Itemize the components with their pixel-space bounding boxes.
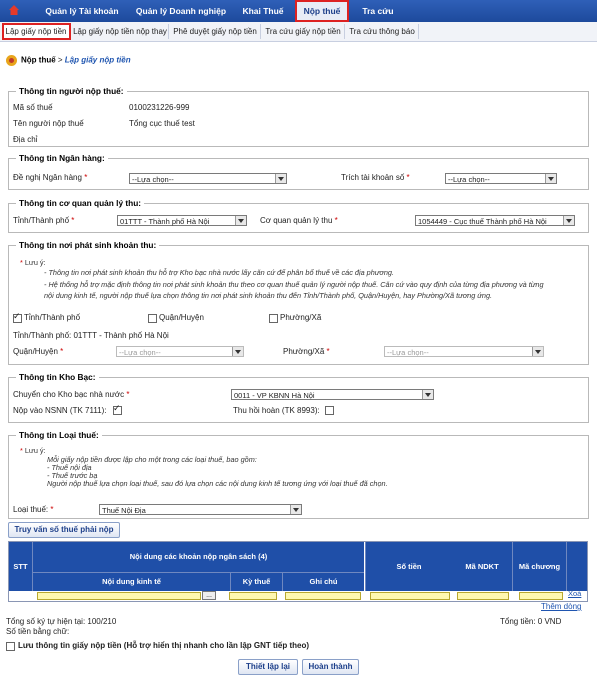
address-label: Địa chỉ [13,135,38,144]
col-note: Ghi chú [283,573,364,591]
query-tax-button[interactable]: Truy vấn số thuế phải nộp [8,522,120,538]
treasury-select-value: 0011 - VP KBNN Hà Nội [234,391,315,400]
taxtype-legend: Thông tin Loại thuế: [16,430,102,440]
refund-label: Thu hồi hoàn (TK 8993): [233,406,320,415]
treasury-transfer-label: Chuyển cho Kho bạc nhà nước * [13,390,130,399]
nav-declare[interactable]: Khai Thuế [242,6,284,16]
origin-ward-checkbox[interactable] [269,314,278,323]
total-amount: Tổng tiền: 0 VND [500,617,562,626]
account-label: Trích tài khoản số * [341,173,410,182]
amount-input[interactable] [370,592,450,600]
origin-legend: Thông tin nơi phát sinh khoản thu: [16,240,159,250]
nav-business[interactable]: Quản lý Doanh nghiệp [135,6,227,16]
account-select[interactable] [445,173,557,184]
tab-lookup-payment[interactable]: Tra cứu giấy nộp tiền [262,24,345,39]
province-select-value: 01TTT - Thành phố Hà Nội [120,217,210,226]
delete-row-link[interactable]: Xoá [568,589,582,598]
origin-note-3: nội dung kinh tế, người nộp thuế lựa chọn thông tin nơi phát sinh khoản thu đến Tỉnh/Thành phố, Quận/Huyện, hay Phường/Xã tương ứng. [44,291,493,300]
col-econ: Nội dung kinh tế [33,573,231,591]
chevron-down-icon [545,174,556,183]
col-action [567,542,587,591]
tax-type-label: Loại thuế: * [13,505,54,514]
district-select-value: --Lựa chọn-- [119,348,161,357]
bank-label: Đề nghị Ngân hàng * [13,173,88,182]
chevron-down-icon [290,505,301,514]
col-period: Kỳ thuế [231,573,283,591]
authority-legend: Thông tin cơ quan quản lý thu: [16,198,144,208]
top-nav [0,0,597,22]
chevron-down-icon [532,347,543,356]
province-label: Tỉnh/Thành phố * [13,216,75,225]
tax-code-label: Mã số thuế [13,103,53,112]
breadcrumb-sep: > [55,55,65,65]
treasury-select[interactable] [231,389,434,400]
taxtype-note-title: * Lưu ý: [20,446,46,455]
home-icon[interactable] [8,4,20,16]
note-input[interactable] [285,592,361,600]
econ-input[interactable] [37,592,201,600]
tax-type-select[interactable] [99,504,302,515]
bank-select[interactable] [129,173,287,184]
account-label-text: Trích tài khoản số [341,173,405,182]
province-select[interactable] [117,215,247,226]
district-label-text: Quận/Huyện [13,347,58,356]
chapter-input[interactable] [519,592,563,600]
tax-code-value: 0100231226-999 [129,103,190,112]
ward-label-text: Phường/Xã [283,347,325,356]
save-info-checkbox[interactable] [6,642,15,651]
origin-province-label: Tỉnh/Thành phố [24,313,81,322]
ward-select[interactable] [384,346,544,357]
nav-account[interactable]: Quản lý Tài khoản [45,6,119,16]
chevron-down-icon [232,347,243,356]
taxpayer-legend: Thông tin người nộp thuế: [16,86,127,96]
treasury-transfer-label-text: Chuyển cho Kho bạc nhà nước [13,390,125,399]
origin-note-2: - Hệ thống hỗ trợ mặc định thông tin nơi phát sinh khoản thu theo cơ quan thuế quản lý người nộp thuế. Căn cứ vào quy định của từng địa phương và từng [44,280,544,289]
ward-label: Phường/Xã * [283,347,330,356]
col-chapter: Mã chương [513,542,567,591]
treasury-legend: Thông tin Kho Bạc: [16,372,99,382]
chevron-down-icon [235,216,246,225]
district-label: Quận/Huyện * [13,347,64,356]
reset-button[interactable]: Thiết lập lại [238,659,298,675]
account-select-value: --Lựa chọn-- [448,175,490,184]
col-amount: Số tiền [365,542,453,591]
col-ndkt: Mã NDKT [452,542,513,591]
payment-table [8,541,588,602]
ward-select-value: --Lựa chọn-- [387,348,429,357]
district-select[interactable] [116,346,244,357]
origin-note-title: * Lưu ý: [20,258,46,267]
tax-type-label-text: Loại thuế: [13,505,49,514]
breadcrumb-current: Lập giấy nộp tiền [64,55,131,65]
origin-note-1: - Thông tin nơi phát sinh khoản thu hỗ trợ Kho bạc nhà nước lấy căn cứ để phân bổ thuế về các địa phương. [44,268,394,277]
nav-pay-tax[interactable]: Nộp thuế [295,0,349,22]
char-count: Tổng số ký tự hiện tại: 100/210 [6,617,117,626]
tab-lookup-notice[interactable]: Tra cứu thông báo [346,24,419,39]
chevron-down-icon [422,390,433,399]
origin-note-title-text: Lưu ý: [24,258,46,267]
origin-province-line: Tỉnh/Thành phố: 01TTT - Thành phố Hà Nội [13,331,169,340]
econ-lookup-button[interactable]: ... [202,591,216,600]
bank-legend: Thông tin Ngân hàng: [16,153,108,163]
taxpayer-name-value: Tổng cục thuế test [129,119,195,128]
taxtype-note-2: - Thuế nội địa [47,463,92,472]
chevron-down-icon [275,174,286,183]
agency-select[interactable] [415,215,575,226]
col-group: Nội dung các khoản nộp ngân sách (4) [33,542,364,573]
ndkt-input[interactable] [457,592,509,600]
taxtype-note-title-text: Lưu ý: [24,446,46,455]
col-stt: STT [9,542,33,591]
agency-select-value: 1054449 - Cục thuế Thành phố Hà Nội [418,217,547,226]
taxtype-note-1: Mỗi giấy nộp tiền được lập cho một trong các loại thuế, bao gồm: [47,455,257,464]
finish-button[interactable]: Hoàn thành [302,659,359,675]
breadcrumb-parent[interactable]: Nộp thuế [21,55,56,65]
agency-label: Cơ quan quản lý thu * [260,216,338,225]
amount-in-words: Số tiền bằng chữ: [6,627,70,636]
nav-lookup[interactable]: Tra cứu [362,6,394,16]
origin-ward-label: Phường/Xã [280,313,322,322]
tab-approve-payment[interactable]: Phê duyệt giấy nộp tiền [170,24,261,39]
bank-label-text: Đề nghị Ngân hàng [13,173,82,182]
tab-proxy-payment[interactable]: Lập giấy nộp tiền nộp thay [72,24,169,39]
refund-checkbox[interactable] [325,406,334,415]
pay-nsnn-label: Nộp vào NSNN (TK 7111): [13,406,107,415]
agency-label-text: Cơ quan quản lý thu [260,216,333,225]
breadcrumb [6,55,131,66]
save-info-label: Lưu thông tin giấy nộp tiền (Hỗ trợ hiển thị nhanh cho lần lập GNT tiếp theo) [18,641,310,650]
tax-coin-icon [6,55,17,66]
tax-type-select-value: Thuế Nội Địa [102,506,146,515]
province-label-text: Tỉnh/Thành phố [13,216,70,225]
tab-create-payment[interactable]: Lập giấy nộp tiền [3,24,70,39]
add-row-link[interactable]: Thêm dòng [541,602,582,611]
chevron-down-icon [563,216,574,225]
taxpayer-name-label: Tên người nộp thuế [13,119,84,128]
taxpayer-section [8,91,589,147]
origin-province-checkbox[interactable] [13,314,22,323]
origin-district-label: Quận/Huyện [159,313,204,322]
bank-select-value: --Lựa chọn-- [132,175,174,184]
taxtype-note-4: Người nộp thuế lựa chọn loại thuế, sau đó lựa chọn các nội dung kinh tế tương ứng với loại thuế đã chọn. [47,479,388,488]
taxtype-note-3: - Thuế trước bạ [47,471,98,480]
period-input[interactable] [229,592,277,600]
sub-nav [0,22,597,42]
pay-nsnn-checkbox[interactable] [113,406,122,415]
origin-district-checkbox[interactable] [148,314,157,323]
